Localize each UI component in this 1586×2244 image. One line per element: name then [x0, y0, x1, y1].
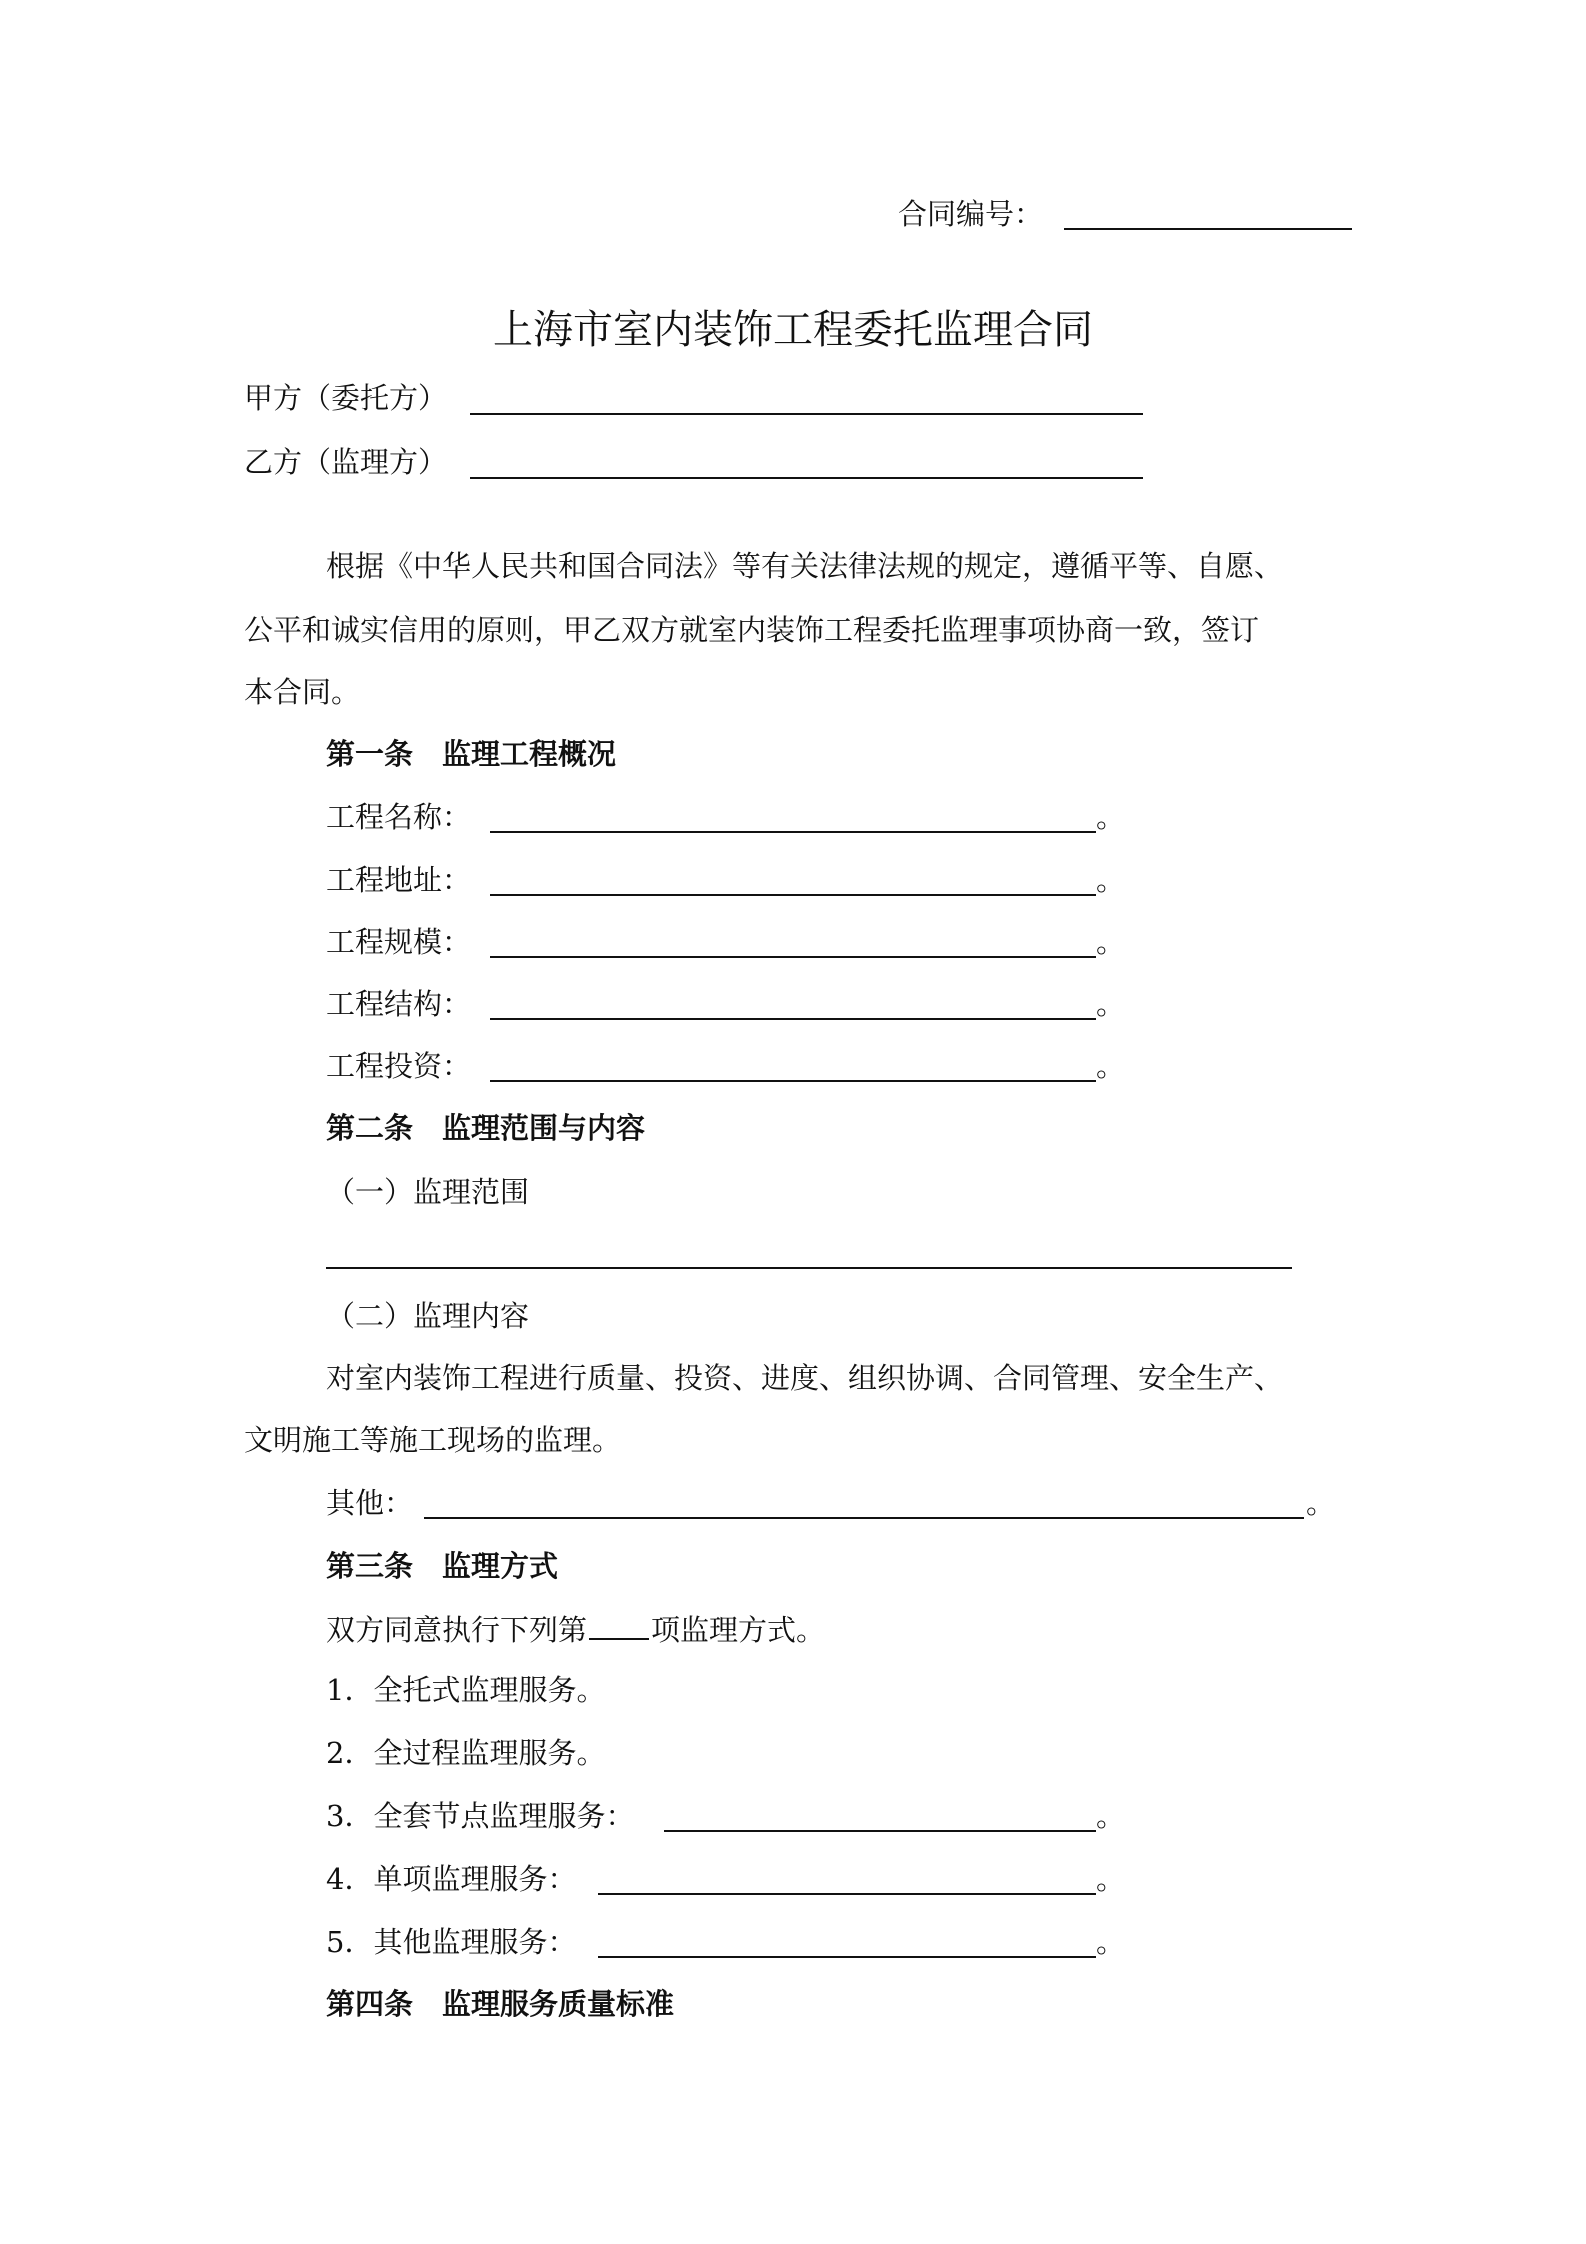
- project-scale-label: 工程规模：: [326, 925, 472, 959]
- method-item-2: 2．全过程监理服务。: [326, 1736, 606, 1770]
- article-2-heading: 第二条 监理范围与内容: [326, 1111, 646, 1145]
- method-item-3: 3．全套节点监理服务：: [326, 1799, 635, 1833]
- method-item-4-blank[interactable]: [598, 1893, 1096, 1895]
- project-investment-blank[interactable]: [490, 1080, 1096, 1082]
- article-3-heading: 第三条 监理方式: [326, 1549, 559, 1583]
- party-a-blank[interactable]: [470, 413, 1143, 415]
- project-scale-blank[interactable]: [490, 956, 1096, 958]
- period: 。: [1096, 1925, 1126, 1959]
- article-4-heading: 第四条 监理服务质量标准: [326, 1987, 675, 2021]
- method-intro: [326, 1608, 825, 1650]
- method-intro-after: 项监理方式。: [651, 1613, 826, 1647]
- other-blank[interactable]: [424, 1517, 1304, 1519]
- period: 。: [1096, 1049, 1126, 1083]
- project-structure-blank[interactable]: [490, 1018, 1096, 1020]
- method-item-4: 4．单项监理服务：: [326, 1862, 577, 1896]
- preamble-line-2: 公平和诚实信用的原则，甲乙双方就室内装饰工程委托监理事项协商一致，签订: [244, 613, 1260, 647]
- period: 。: [1096, 863, 1126, 897]
- method-item-3-blank[interactable]: [664, 1830, 1096, 1832]
- method-number-blank[interactable]: [589, 1608, 649, 1640]
- contract-number-label: 合同编号：: [898, 197, 1044, 231]
- other-label: 其他：: [326, 1486, 414, 1520]
- period: 。: [1096, 925, 1126, 959]
- content-line-2: 文明施工等施工现场的监理。: [244, 1423, 622, 1457]
- preamble-line-1: 根据《中华人民共和国合同法》等有关法律法规的规定，遵循平等、自愿、: [326, 549, 1284, 583]
- party-b-label: 乙方（监理方）: [244, 445, 448, 479]
- document-title: 上海市室内装饰工程委托监理合同: [493, 307, 1093, 353]
- preamble-line-3: 本合同。: [244, 675, 361, 709]
- project-investment-label: 工程投资：: [326, 1049, 472, 1083]
- period: 。: [1306, 1486, 1336, 1520]
- period: 。: [1096, 987, 1126, 1021]
- period: 。: [1096, 1862, 1126, 1896]
- content-line-1: 对室内装饰工程进行质量、投资、进度、组织协调、合同管理、安全生产、: [326, 1361, 1284, 1395]
- method-intro-before: 双方同意执行下列第: [326, 1613, 588, 1647]
- project-structure-label: 工程结构：: [326, 987, 472, 1021]
- content-label: （二）监理内容: [326, 1299, 530, 1333]
- scope-blank[interactable]: [326, 1267, 1292, 1269]
- period: 。: [1096, 1799, 1126, 1833]
- project-name-label: 工程名称：: [326, 800, 472, 834]
- period: 。: [1096, 800, 1126, 834]
- method-item-5: 5．其他监理服务：: [326, 1925, 577, 1959]
- scope-label: （一）监理范围: [326, 1175, 530, 1209]
- project-name-blank[interactable]: [490, 831, 1096, 833]
- method-item-5-blank[interactable]: [598, 1956, 1096, 1958]
- party-b-blank[interactable]: [470, 477, 1143, 479]
- article-1-heading: 第一条 监理工程概况: [326, 737, 617, 771]
- party-a-label: 甲方（委托方）: [244, 381, 448, 415]
- project-address-label: 工程地址：: [326, 863, 472, 897]
- contract-number-blank[interactable]: [1064, 228, 1352, 230]
- project-address-blank[interactable]: [490, 894, 1096, 896]
- method-item-1: 1．全托式监理服务。: [326, 1673, 606, 1707]
